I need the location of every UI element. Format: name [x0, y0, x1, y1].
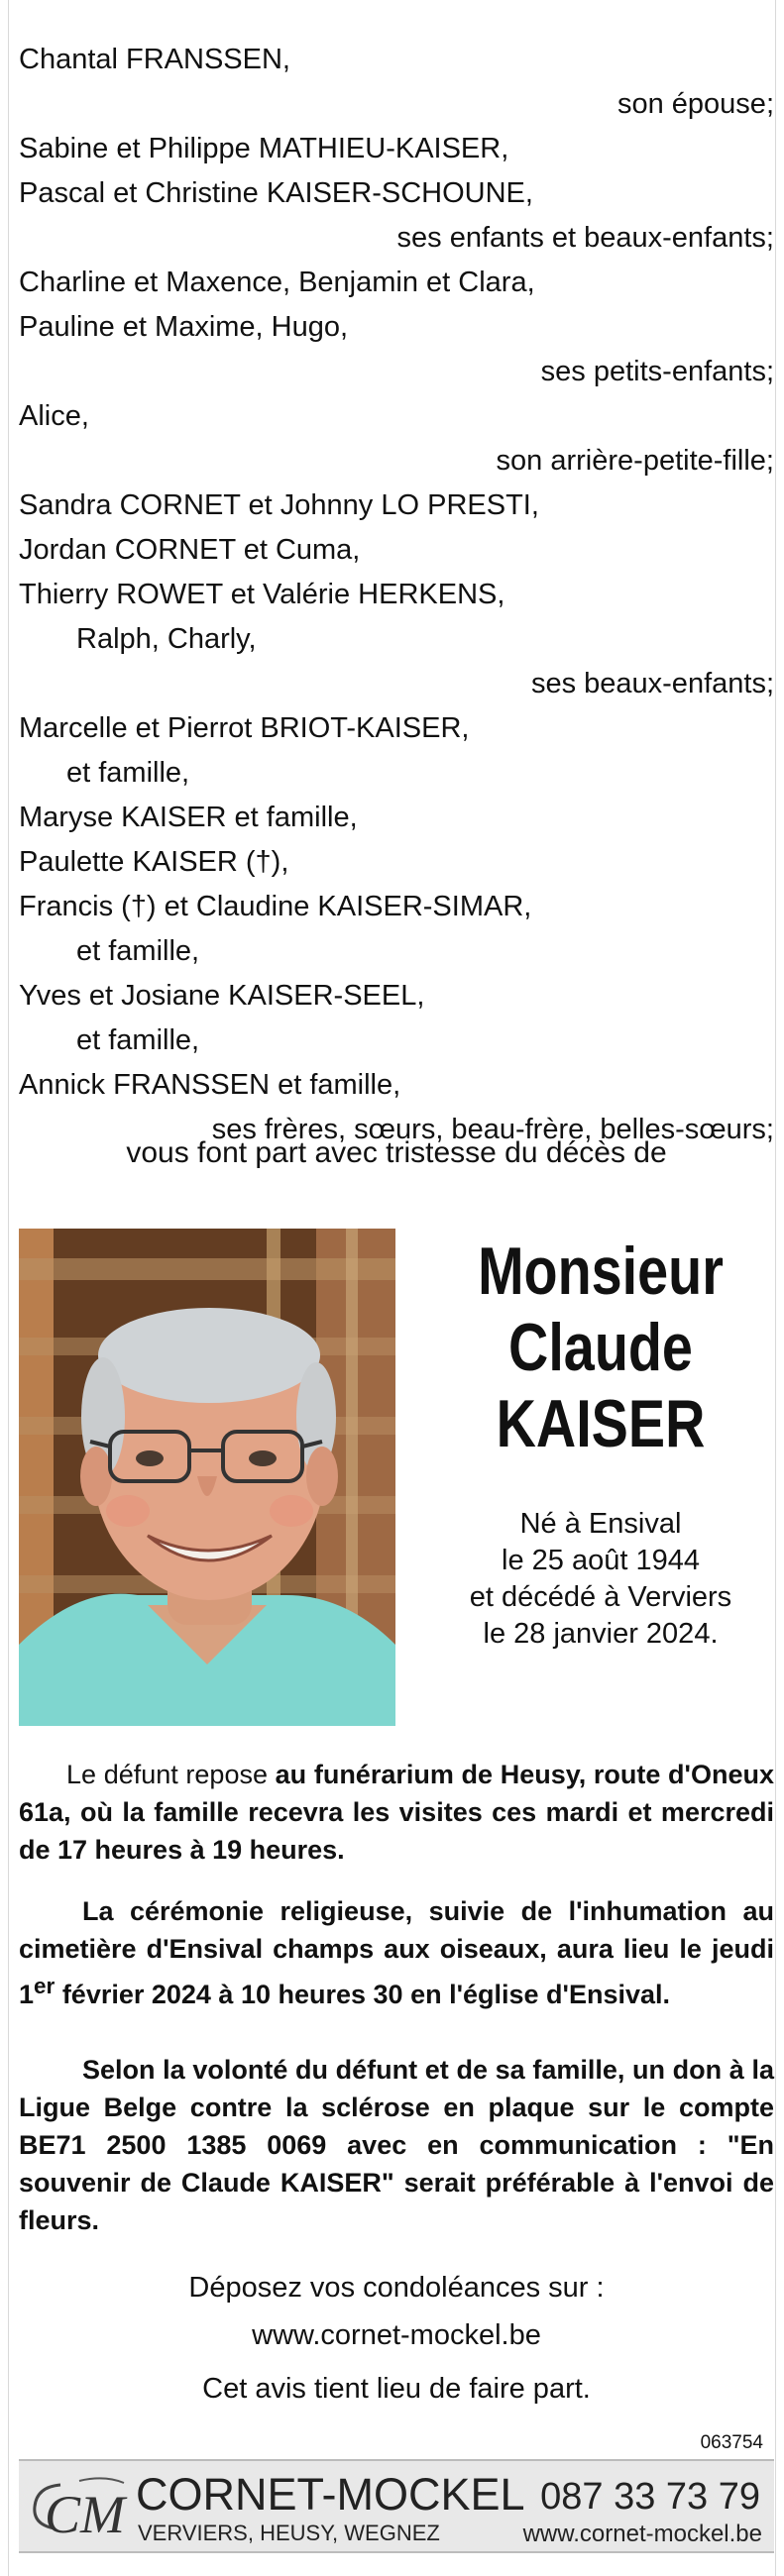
birth-death-dates [437, 1506, 764, 1653]
condolences [19, 2264, 774, 2359]
paragraph1-bold: au funérarium de Heusy, route d'Oneux 61a, où la famille recevra les visites ces mardi et mercredi de 17 heures à 19 heures. [19, 1760, 774, 1865]
brand-website[interactable]: www.cornet-mockel.be [522, 2521, 762, 2547]
mourner-line: Francis (†) et Claudine KAISER-SIMAR, [19, 891, 532, 922]
reference-number: 063754 [700, 2432, 763, 2453]
mourner-line: ses enfants et beaux-enfants; [396, 222, 774, 254]
mourner-line: Yves et Josiane KAISER-SEEL, [19, 980, 425, 1012]
deceased-name [437, 1234, 764, 1462]
deceased-first-name: Claude [508, 1310, 693, 1385]
funeral-director-banner [19, 2459, 774, 2553]
mourner-line: Jordan CORNET et Cuma, [19, 534, 361, 566]
mourner-line: et famille, [76, 1024, 200, 1056]
ceremony-text-end: février 2024 à 10 heures 30 en l'église d'Ensival. [55, 1980, 671, 2009]
mourner-line: ses beaux-enfants; [530, 668, 774, 699]
mourner-line: Annick FRANSSEN et famille, [19, 1069, 401, 1101]
birth-date: le 25 août 1944 [502, 1545, 700, 1576]
mourner-line: et famille, [66, 757, 190, 789]
mourner-line: Marcelle et Pierrot BRIOT-KAISER, [19, 712, 470, 744]
mourner-line: Pauline et Maxime, Hugo, [19, 311, 349, 343]
funeral-home-paragraph [19, 1756, 774, 1869]
notice-text: Cet avis tient lieu de faire part. [202, 2373, 591, 2405]
deceased-title: Monsieur [478, 1234, 724, 1309]
mourner-line: Chantal FRANSSEN, [19, 44, 290, 75]
mourner-line: Sabine et Philippe MATHIEU-KAISER, [19, 133, 509, 164]
deceased-portrait [19, 1229, 395, 1726]
portrait-illustration [19, 1229, 395, 1726]
mourner-line: Charline et Maxence, Benjamin et Clara, [19, 267, 535, 298]
ceremony-ordinal: er [34, 1974, 56, 1998]
mourner-line: son épouse; [616, 88, 774, 120]
condolences-label: Déposez vos condoléances sur : [188, 2272, 605, 2304]
paragraph1-normal: Le défunt repose [66, 1760, 276, 1789]
mourner-line: et famille, [76, 935, 200, 967]
cornet-mockel-logo [25, 2471, 129, 2542]
mourner-line: Ralph, Charly, [76, 623, 257, 655]
mourners-list [19, 38, 774, 1152]
mourner-line: Sandra CORNET et Johnny LO PRESTI, [19, 489, 539, 521]
death-place: et décédé à Verviers [469, 1581, 732, 1613]
brand-towns: VERVIERS, HEUSY, WEGNEZ [138, 2521, 440, 2545]
mourner-line: son arrière-petite-fille; [496, 445, 774, 477]
mourner-line: ses petits-enfants; [540, 356, 774, 387]
logo-letters: CM [45, 2485, 125, 2542]
condolences-link[interactable]: www.cornet-mockel.be [252, 2319, 541, 2351]
brand-phone[interactable]: 087 33 73 79 [540, 2476, 760, 2518]
donation-paragraph: Selon la volonté du défunt et de sa famille, un don à la Ligue Belge contre la sclérose en plaque sur le compte BE71 2500 1385 0069 avec en communication : "En souvenir de Claude KAISER" serait préférable à l'envoi de fleurs. [19, 2055, 774, 2235]
birth-place: Né à Ensival [519, 1508, 682, 1540]
mourner-line: Paulette KAISER (†), [19, 846, 289, 878]
ceremony-paragraph [19, 1892, 774, 2013]
ceremony-text-start: La cérémonie religieuse, suivie de l'inhumation au cimetière d'Ensival champs aux oiseaux, aura lieu le jeudi 1 [19, 1896, 774, 2009]
mourner-line: Alice, [19, 400, 89, 432]
mourner-line: Pascal et Christine KAISER-SCHOUNE, [19, 177, 533, 209]
death-date: le 28 janvier 2024. [483, 1618, 719, 1650]
announcement: vous font part avec tristesse du décès de [126, 1136, 667, 1169]
brand-name: CORNET-MOCKEL [136, 2469, 525, 2520]
deceased-last-name: KAISER [496, 1386, 706, 1461]
mourner-line: Maryse KAISER et famille, [19, 802, 358, 833]
obituary-notice [8, 0, 776, 2576]
mourner-line: ses frères, sœurs, beau-frère, belles-sœurs; [211, 1114, 774, 1145]
mourner-line: Thierry ROWET et Valérie HERKENS, [19, 579, 505, 610]
